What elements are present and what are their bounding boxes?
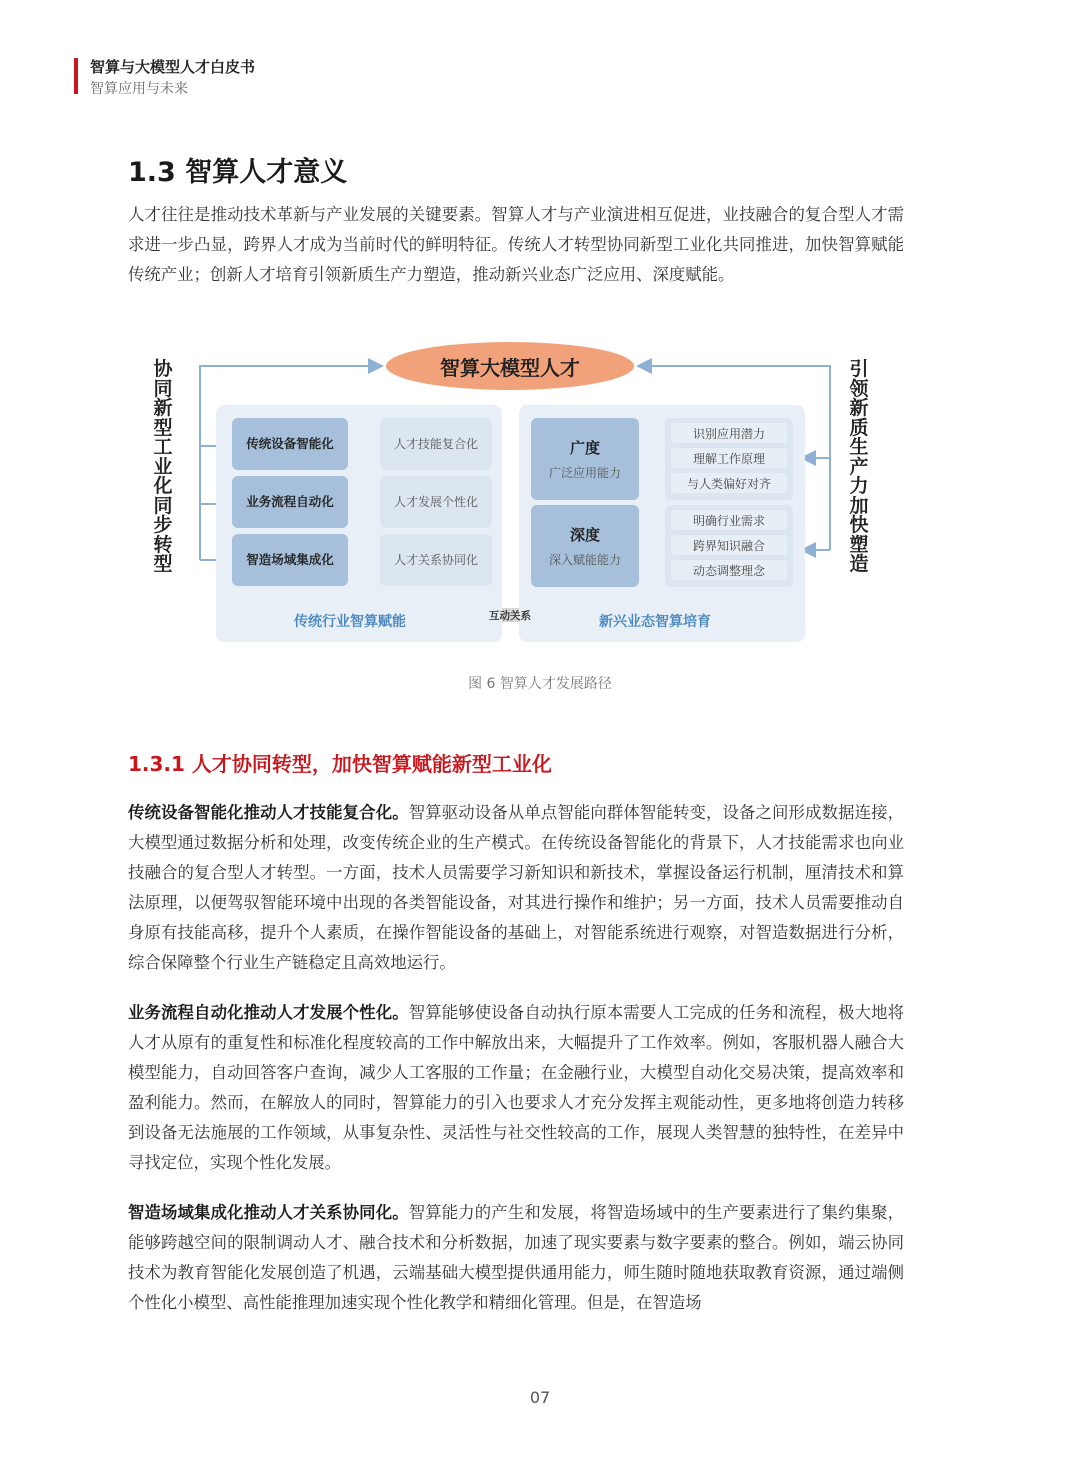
- paragraph: [128, 798, 904, 978]
- paragraph-body: 智算能够使设备自动执行原本需要人工完成的任务和流程，极大地将人才从原有的重复性和标准化程度较高的工作中解放出来，大幅提升了工作效率。例如，客服机器人融合大模型能力，自动回答客户查询，减少人工客服的工作量；在金融行业，大模型自动化交易决策，提高效率和盈利能力。然而，在解放人的同时，智算能力的引入也要求人才充分发挥主观能动性，更多地将创造力转移到设备无法施展的工作领域，从事复杂性、灵活性与社交性较高的工作，展现人类智慧的独特性，在差异中寻找定位，实现个性化发展。: [128, 1003, 905, 1172]
- depth-items: [665, 505, 793, 587]
- paragraph: [128, 998, 904, 1178]
- left-row-label: 智造场域集成化: [232, 534, 348, 586]
- left-row-result: 人才发展个性化: [380, 476, 492, 528]
- breadth-title: 广度: [569, 439, 600, 457]
- depth-subtitle: 深入赋能能力: [548, 553, 621, 567]
- paragraph-lead: 业务流程自动化推动人才发展个性化。: [128, 1003, 409, 1022]
- breadth-items: [665, 418, 793, 500]
- breadth-item: 与人类偏好对齐: [671, 473, 787, 493]
- left-panel-footer: 传统行业智算赋能: [294, 614, 406, 630]
- depth-item: 明确行业需求: [671, 510, 787, 530]
- top-ellipse: 智算大模型人才: [386, 342, 634, 390]
- depth-item: 跨界知识融合: [671, 535, 787, 555]
- breadth-box: [531, 418, 639, 500]
- header-accent-bar: [74, 58, 78, 94]
- breadth-item: 识别应用潜力: [671, 423, 787, 443]
- page-number: 07: [529, 1388, 551, 1407]
- left-row-result: 人才关系协同化: [380, 534, 492, 586]
- depth-item: 动态调整理念: [671, 560, 787, 580]
- depth-title: 深度: [569, 526, 600, 544]
- header-subtitle: 智算应用与未来: [90, 81, 188, 97]
- interaction-label: 互动关系: [489, 610, 531, 622]
- paragraph-lead: 智造场域集成化推动人才关系协同化。: [128, 1203, 409, 1222]
- right-vertical-label: 引领新质生产力加快塑造: [849, 358, 869, 575]
- left-row-result: 人才技能复合化: [380, 418, 492, 470]
- breadth-subtitle: 广泛应用能力: [548, 466, 621, 480]
- talent-path-diagram: [140, 330, 880, 660]
- subsection-title: 1.3.1 人才协同转型，加快智算赋能新型工业化: [128, 752, 552, 776]
- left-vertical-label: 协同新型工业化同步转型: [153, 358, 173, 575]
- left-row-label: 传统设备智能化: [232, 418, 348, 470]
- breadth-item: 理解工作原理: [671, 448, 787, 468]
- right-panel-footer: 新兴业态智算培育: [599, 614, 711, 630]
- left-row-label: 业务流程自动化: [232, 476, 348, 528]
- depth-box: [531, 505, 639, 587]
- interaction-marker: [440, 600, 580, 630]
- section-intro: 人才往往是推动技术革新与产业发展的关键要素。智算人才与产业演进相互促进，业技融合的复合型人才需求进一步凸显，跨界人才成为当前时代的鲜明特征。传统人才转型协同新型工业化共同推进，加快智算赋能传统产业；创新人才培育引领新质生产力塑造，推动新兴业态广泛应用、深度赋能。: [128, 205, 904, 284]
- paragraph-lead: 传统设备智能化推动人才技能复合化。: [128, 803, 409, 822]
- header-title: 智算与大模型人才白皮书: [90, 58, 256, 76]
- section-title: 1.3 智算人才意义: [128, 157, 348, 188]
- paragraph: [128, 1198, 904, 1318]
- paragraph-body: 智算驱动设备从单点智能向群体智能转变，设备之间形成数据连接，大模型通过数据分析和处理，改变传统企业的生产模式。在传统设备智能化的背景下，人才技能需求也向业技融合的复合型人才转型。一方面，技术人员需要学习新知识和新技术，掌握设备运行机制，厘清技术和算法原理，以便驾驭智能环境中出现的各类智能设备，对其进行操作和维护；另一方面，技术人员需要推动自身原有技能高移，提升个人素质，在操作智能设备的基础上，对智能系统进行观察，对智造数据进行分析，综合保障整个行业生产链稳定且高效地运行。: [128, 803, 905, 972]
- paragraph-body: 智算能力的产生和发展，将智造场域中的生产要素进行了集约集聚，能够跨越空间的限制调动人才、融合技术和分析数据，加速了现实要素与数字要素的整合。例如，端云协同技术为教育智能化发展创造了机遇，云端基础大模型提供通用能力，师生随时随地获取教育资源，通过端侧个性化小模型、高性能推理加速实现个性化教学和精细化管理。但是，在智造场: [128, 1203, 905, 1312]
- figure-caption: 图 6 智算人才发展路径: [468, 676, 612, 692]
